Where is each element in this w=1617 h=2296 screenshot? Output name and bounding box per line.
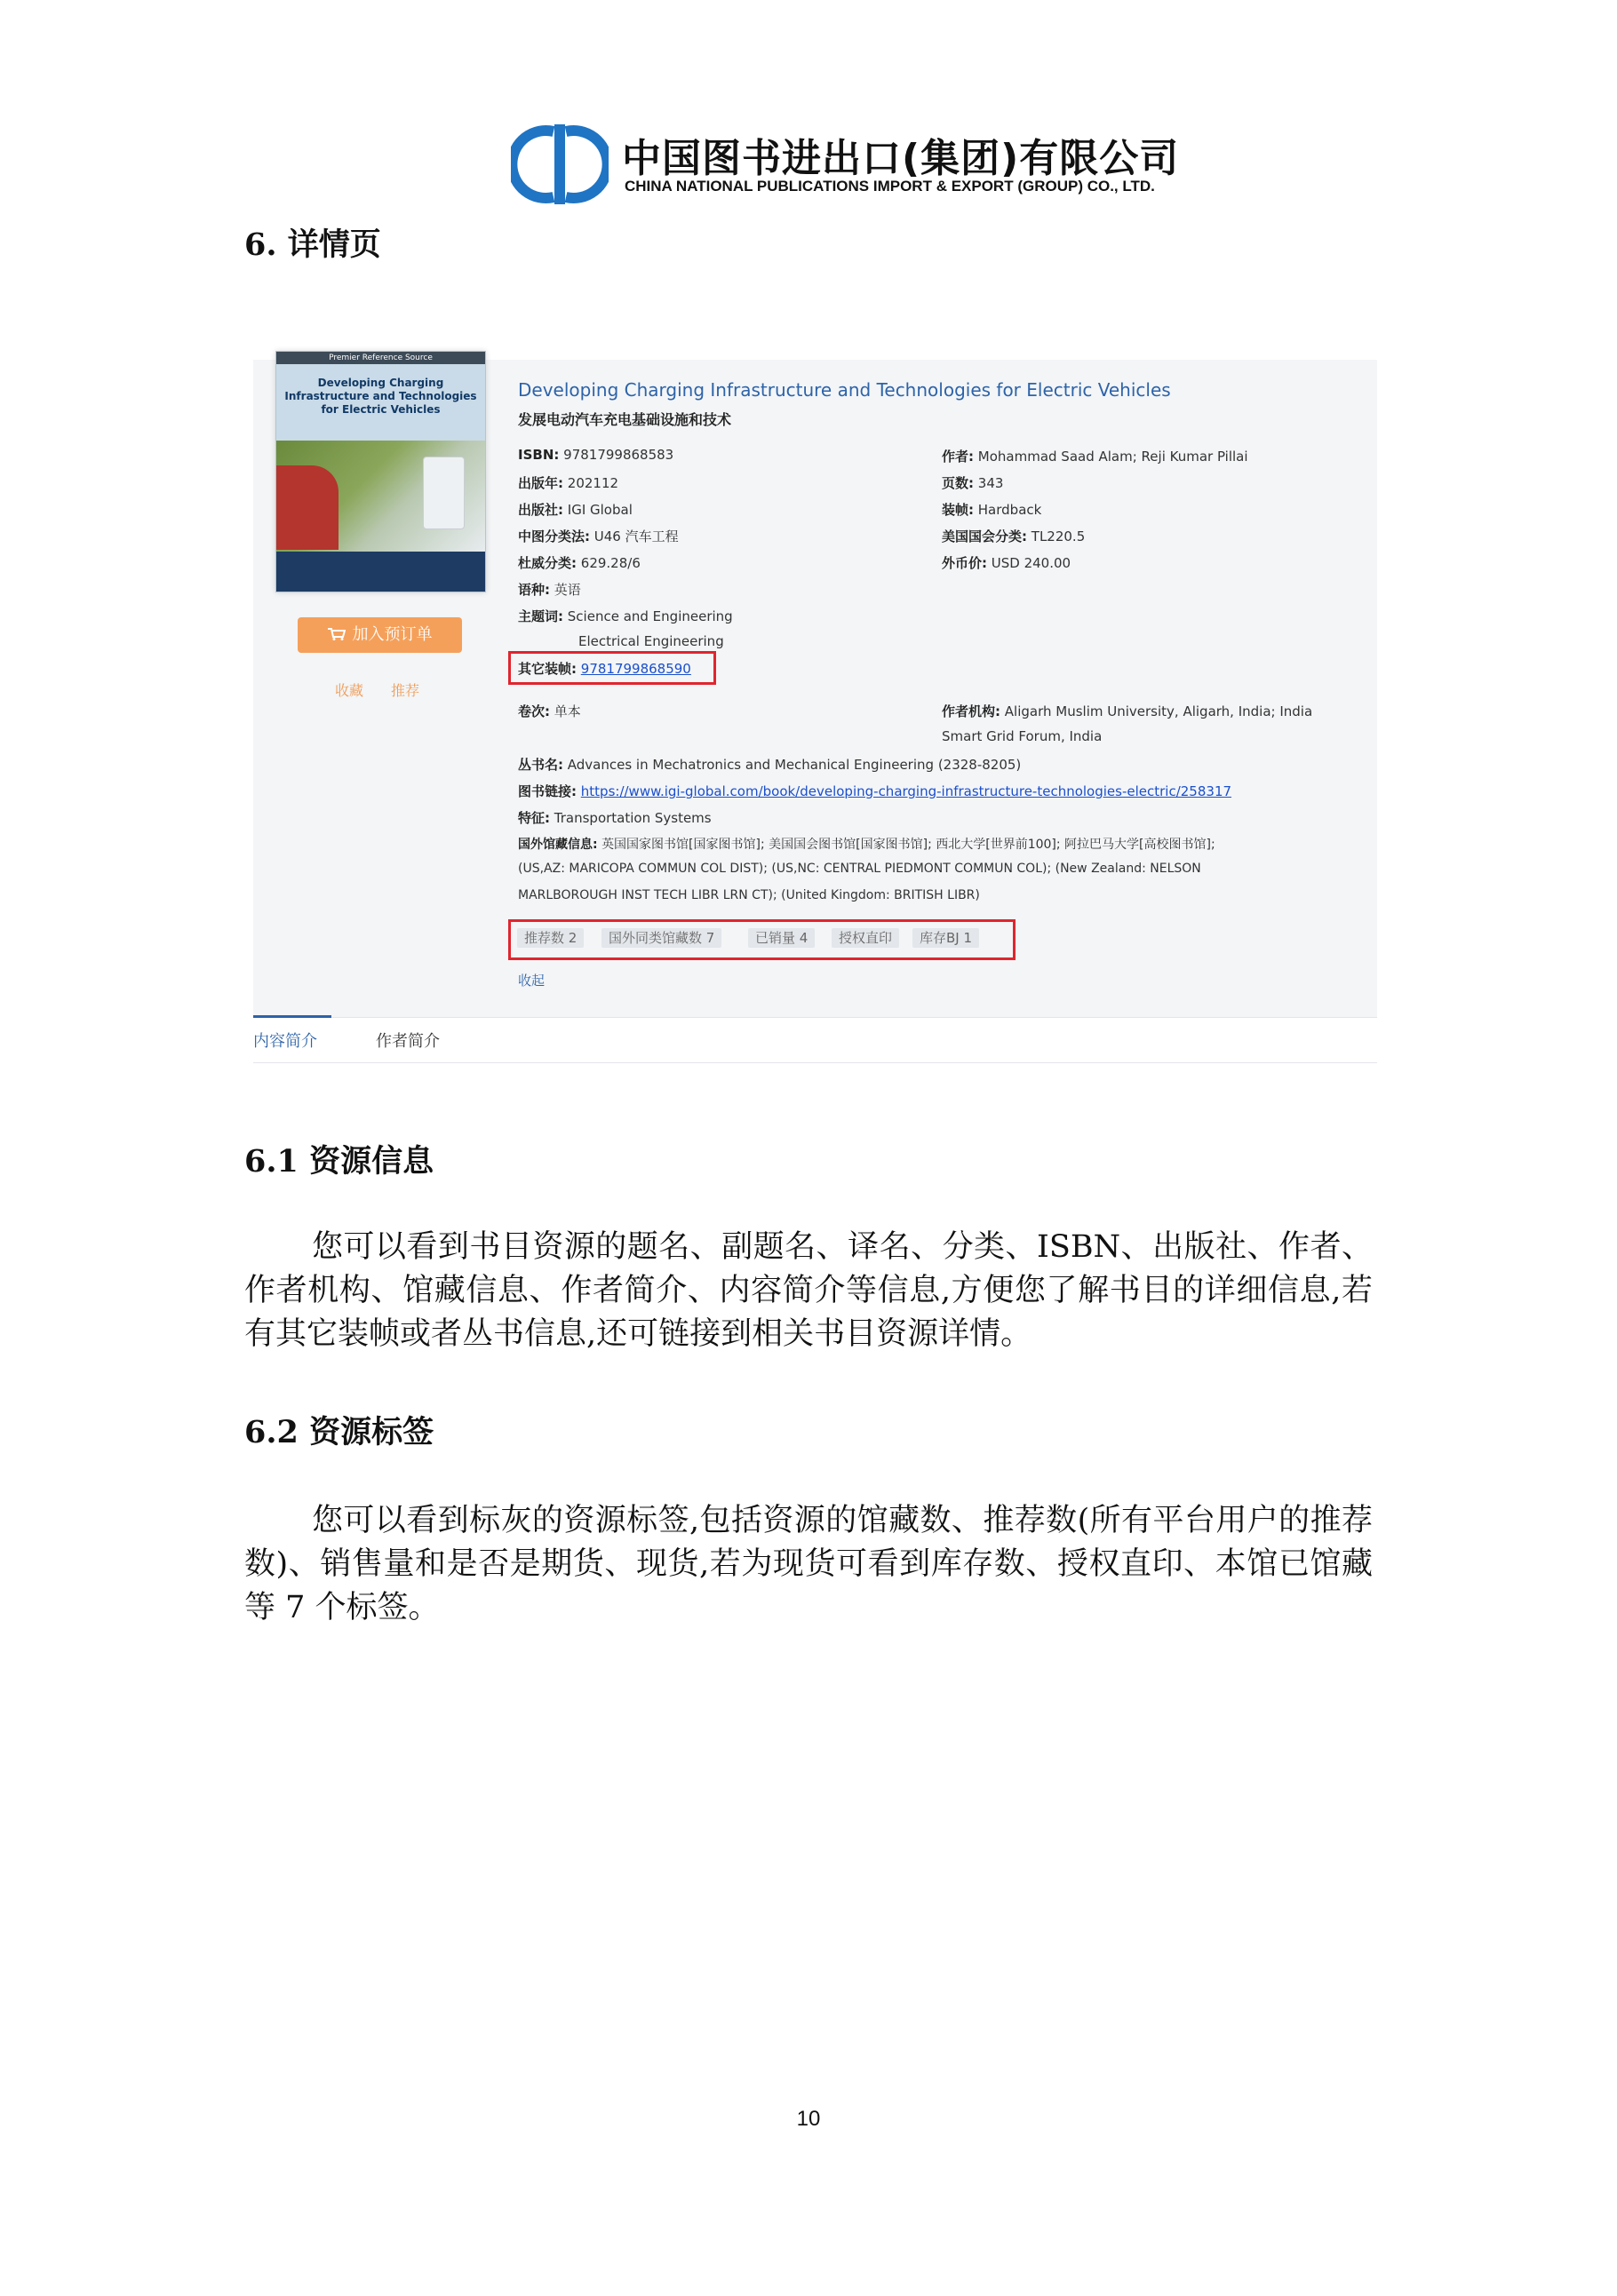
field-binding: 装帧: Hardback: [942, 502, 1042, 518]
detail-page-screenshot: [253, 354, 1377, 1017]
cart-icon: [328, 628, 346, 640]
tab-content-summary[interactable]: 内容简介: [253, 1032, 317, 1051]
cnpiec-logo-icon: [511, 124, 609, 204]
tag-sold-count: 已销量 4: [748, 928, 815, 948]
other-binding-link[interactable]: 9781799868590: [580, 661, 691, 677]
field-feature: 特征: Transportation Systems: [518, 810, 712, 826]
field-price: 外币价: USD 240.00: [942, 555, 1071, 571]
field-holdings: 国外馆藏信息: 英国国家图书馆[国家图书馆]; 美国国会图书馆[国家图书馆]; 西北大学[世界前100]; 阿拉巴马大学[高校图书馆];: [518, 838, 1215, 852]
detail-tabs: [253, 1017, 1377, 1063]
field-series: 丛书名: Advances in Mechatronics and Mechanical Engineering (2328-8205): [518, 757, 1022, 773]
company-name-cn: 中国图书进出口(集团)有限公司: [622, 136, 1180, 181]
field-pages: 页数: 343: [942, 475, 1004, 491]
cover-title: Developing Charging Infrastructure and Technologies for Electric Vehicles: [284, 377, 477, 416]
field-publisher: 出版社: IGI Global: [518, 502, 633, 518]
book-title-en[interactable]: Developing Charging Infrastructure and Technologies for Electric Vehicles: [518, 379, 1171, 401]
field-institution-line2: Smart Grid Forum, India: [942, 728, 1103, 744]
add-to-order-button[interactable]: [298, 617, 462, 653]
favorite-link[interactable]: 收藏: [335, 682, 364, 699]
cover-car-shape: [276, 465, 339, 550]
section-title-resource-tags: 6.2 资源标签: [244, 1414, 434, 1450]
field-dewey: 杜威分类: 629.28/6: [518, 555, 641, 571]
field-institution: 作者机构: Aligarh Muslim University, Aligarh, India; India: [942, 703, 1313, 719]
field-subject-line2: Electrical Engineering: [578, 633, 724, 649]
book-url-link[interactable]: https://www.igi-global.com/book/developing-charging-infrastructure-technologies-electric/258317: [580, 783, 1232, 799]
company-logo: [511, 124, 1180, 204]
active-tab-indicator: [253, 1015, 331, 1018]
field-other-binding: 其它装帧: 9781799868590: [518, 661, 691, 677]
field-clc: 中图分类法: U46 汽车工程: [518, 528, 679, 544]
section-title-resource-info: 6.1 资源信息: [244, 1143, 434, 1180]
field-holdings-line2: (US,AZ: MARICOPA COMMUN COL DIST); (US,NC: CENTRAL PIEDMONT COMMUN COL); (New Zealand: NELSON: [518, 862, 1201, 876]
cover-charger-shape: [423, 457, 465, 529]
field-language: 语种: 英语: [518, 582, 581, 598]
collapse-link[interactable]: 收起: [518, 973, 546, 989]
field-author: 作者: Mohammad Saad Alam; Reji Kumar Pillai: [942, 449, 1248, 465]
field-volume: 卷次: 单本: [518, 703, 581, 719]
field-pub-year: 出版年: 202112: [518, 475, 619, 491]
field-holdings-line3: MARLBOROUGH INST TECH LIBR LRN CT); (United Kingdom: BRITISH LIBR): [518, 888, 980, 902]
field-subject: 主题词: Science and Engineering: [518, 608, 733, 624]
resource-tags-paragraph: 您可以看到标灰的资源标签,包括资源的馆藏数、推荐数(所有平台用户的推荐数)、销售量和是否是期货、现货,若为现货可看到库存数、授权直印、本馆已馆藏等 7 个标签。: [244, 1503, 1373, 1625]
tag-stock-bj: 库存BJ 1: [912, 928, 979, 948]
tag-recommend-count: 推荐数 2: [517, 928, 584, 948]
book-cover-image[interactable]: [275, 351, 486, 592]
book-title-cn: 发展电动汽车充电基础设施和技术: [518, 411, 732, 428]
cover-series-band: Premier Reference Source: [276, 352, 485, 364]
field-book-link: 图书链接: https://www.igi-global.com/book/developing-charging-infrastructure-technologies-electric/258317: [518, 783, 1232, 799]
recommend-link[interactable]: 推荐: [391, 682, 420, 699]
tag-foreign-holdings: 国外同类馆藏数 7: [601, 928, 721, 948]
section-title-detail-page: 6. 详情页: [244, 226, 381, 263]
add-to-order-label: 加入预订单: [352, 625, 433, 644]
company-name-en: CHINA NATIONAL PUBLICATIONS IMPORT & EXPORT (GROUP) CO., LTD.: [625, 178, 1155, 195]
cover-footer: [276, 552, 485, 592]
field-lcc: 美国国会分类: TL220.5: [942, 528, 1086, 544]
field-isbn: ISBN: 9781799868583: [518, 447, 674, 463]
tag-print-on-demand: 授权直印: [832, 928, 899, 948]
page-number: 10: [796, 2107, 821, 2131]
resource-info-paragraph: 您可以看到书目资源的题名、副题名、译名、分类、ISBN、出版社、作者、作者机构、馆藏信息、作者简介、内容简介等信息,方便您了解书目的详细信息,若有其它装帧或者丛书信息,还可链接到相关书目资源详情。: [244, 1229, 1373, 1352]
tab-author-bio[interactable]: 作者简介: [376, 1032, 440, 1051]
